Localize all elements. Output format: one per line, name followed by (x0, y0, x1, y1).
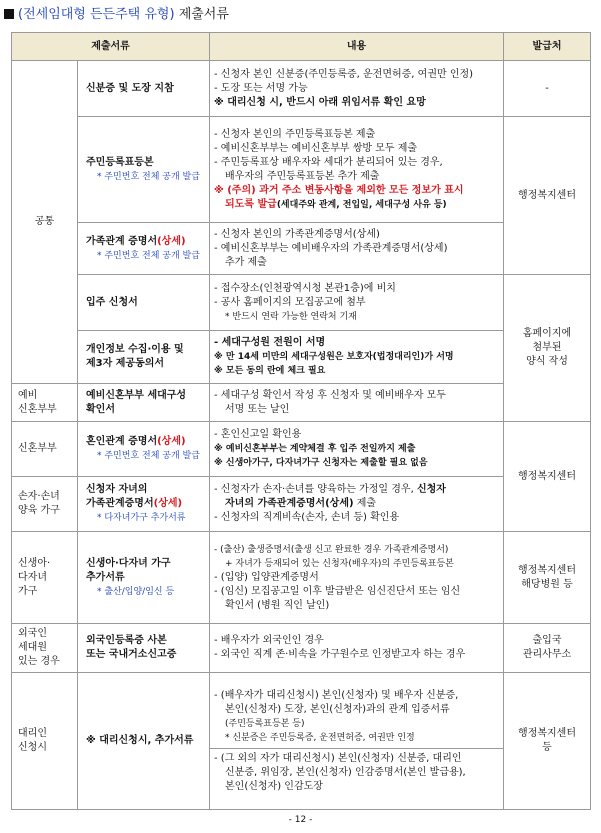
page-number: - 12 - (288, 815, 313, 825)
category-multichild: 신생아· 다자녀 가구 (12, 532, 78, 624)
doc-agent: ※ 대리신청시, 추가서류 (78, 673, 210, 810)
square-bullet-icon (4, 9, 14, 19)
table-row (12, 624, 591, 673)
category-common: 공통 (12, 61, 78, 384)
issuer-homepage: 홈페이지에 첨부된 양식 작성 (504, 275, 591, 422)
title-rest: 제출서류 (178, 7, 229, 22)
category-grandchild: 손자·손녀 양육 가구 (12, 477, 78, 532)
content-agent: - (배우자가 대리신청시) 본인(신청자) 및 배우자 신분증, 본인(신청자) 도장, 본인(신청자)과의 관계 입증서류 (주민등록표등본 등) * 신분증은 주민등록증, 운전면허증, 여권만 인정 - (그 외의 자가 대리신청시) 본인(신청자) 신분증, 대리인 신분증, 위임장, 본인(신청자) 인감증명서(본인 발급용), 본인(신청자) 인감도장 (210, 673, 504, 810)
header-doc: 제출서류 (12, 33, 210, 61)
doc-multichild: 신생아·다자녀 가구 추가서류 * 출산/입양/임신 등 (78, 532, 210, 624)
issuer-id: - (504, 61, 591, 117)
header-row (12, 33, 591, 61)
issuer-agent: 행정복지센터 등 (504, 673, 591, 810)
title-blue: (전세임대형 든든주택 유형) (18, 7, 175, 22)
content-marriage: - 혼인신고일 확인용 ※ 예비신혼부부는 계약체결 후 입주 전일까지 제출 ※ 신생아가구, 다자녀가구 신청자는 제출할 필요 없음 (210, 422, 504, 477)
doc-grandchild: 신청자 자녀의 가족관계증명서(상세) * 다자녀가구 추가서류 (78, 477, 210, 532)
doc-prenewlywed: 예비신혼부부 세대구성 확인서 (78, 384, 210, 422)
content-multichild: - (출산) 출생증명서(출생 신고 완료한 경우 가족관계증명서) + 자녀가 등재되어 있는 신청자(배우자)의 주민등록표등본 - (입양) 입양관계증명서 - (임신) 모집공고일 이후 발급받은 임신진단서 또는 임신 확인서 (병원 직인 날인) (210, 532, 504, 624)
content-application: - 접수장소(인천광역시청 본관1층)에 비치 - 공사 홈페이지의 모집공고에 첨부 * 반드시 연락 가능한 연락처 기재 (210, 275, 504, 331)
doc-resident: 주민등록표등본 * 주민번호 전체 공개 발급 (78, 117, 210, 223)
issuer-multichild: 행정복지센터 해당병원 등 (504, 532, 591, 624)
content-privacy: - 세대구성원 전원이 서명 ※ 만 14세 미만의 세대구성원은 보호자(법정대리인)가 서명 ※ 모든 동의 란에 체크 필요 (210, 331, 504, 384)
content-resident: - 신청자 본인의 주민등록표등본 제출 - 예비신혼부부는 예비신혼부부 쌍방 모두 제출 - 주민등록표상 배우자와 세대가 분리되어 있는 경우, 배우자의 주민등록표등본 추가 제출 ※ (주의) 과거 주소 변동사항을 제외한 모든 정보가 표시 되도록 발급(세대주와 관계, 전입일, 세대구성 사유 등) (210, 117, 504, 223)
header-content: 내용 (210, 33, 504, 61)
category-agent: 대리인 신청시 (12, 673, 78, 810)
table-row (12, 61, 591, 117)
doc-id: 신분증 및 도장 지참 (78, 61, 210, 117)
category-prenewlywed: 예비 신혼부부 (12, 384, 78, 422)
table-row (12, 275, 591, 331)
doc-family: 가족관계 증명서(상세) * 주민번호 전체 공개 발급 (78, 223, 210, 275)
content-id: - 신청자 본인 신분증(주민등록증, 운전면허증, 여권만 인정) - 도장 또는 서명 가능 ※ 대리신청 시, 반드시 아래 위임서류 확인 요망 (210, 61, 504, 117)
doc-foreign: 외국인등록증 사본 또는 국내거소신고증 (78, 624, 210, 673)
category-newlywed: 신혼부부 (12, 422, 78, 477)
documents-table (11, 32, 591, 810)
table-row (12, 532, 591, 624)
doc-application: 입주 신청서 (78, 275, 210, 331)
doc-marriage: 혼인관계 증명서(상세) * 주민번호 전체 공개 발급 (78, 422, 210, 477)
doc-privacy: 개인정보 수집·이용 및 제3자 제공동의서 (78, 331, 210, 384)
issuer-middle: 행정복지센터 (504, 422, 591, 532)
issuer-common: 행정복지센터 (504, 117, 591, 275)
issuer-foreign: 출입국 관리사무소 (504, 624, 591, 673)
content-grandchild: - 신청자가 손자·손녀를 양육하는 가정일 경우, 신청자 자녀의 가족관계증명서(상세) 제출 - 신청자의 직계비속(손자, 손녀 등) 확인용 (210, 477, 504, 532)
table-row (12, 673, 591, 810)
table-row (12, 422, 591, 477)
table-row (12, 117, 591, 223)
header-issuer: 발급처 (504, 33, 591, 61)
content-prenewlywed: - 세대구성 확인서 작성 후 신청자 및 예비배우자 모두 서명 또는 날인 (210, 384, 504, 422)
category-foreign: 외국인 세대원 있는 경우 (12, 624, 78, 673)
content-foreign: - 배우자가 외국인인 경우 - 외국인 직계 존·비속을 가구원수로 인정받고자 하는 경우 (210, 624, 504, 673)
page-title (4, 5, 229, 25)
content-family: - 신청자 본인의 가족관계증명서(상세) - 예비신혼부부는 예비배우자의 가족관계증명서(상세) 추가 제출 (210, 223, 504, 275)
